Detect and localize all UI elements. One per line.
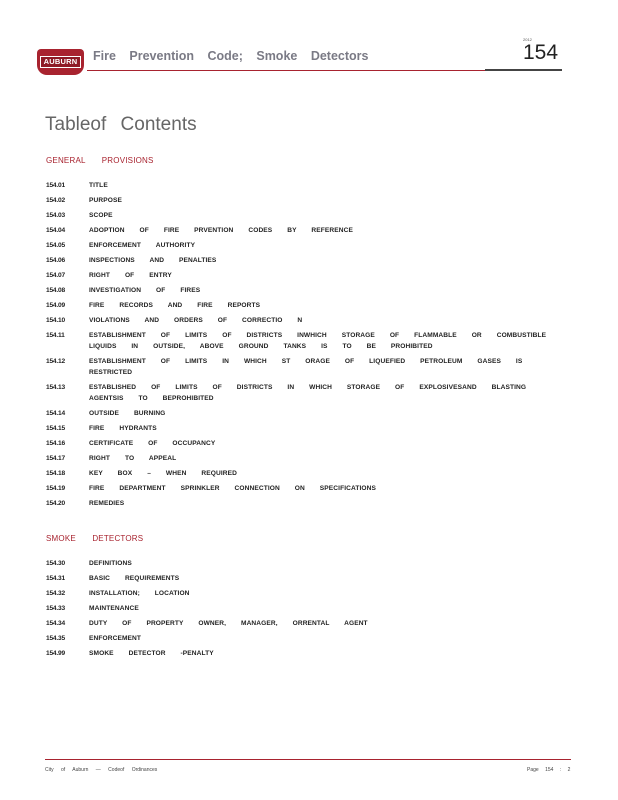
toc-entry[interactable] [46,573,566,584]
toc-entry[interactable] [46,648,566,659]
toc-entry[interactable] [46,438,566,449]
toc-list-smoke-detectors [46,558,566,663]
toc-entry[interactable] [46,408,566,419]
toc-entry-title: OUTSIDE BURNING [89,410,166,417]
toc-entry-number: 154.16 [46,440,65,447]
toc-entry-title: INVESTIGATION OF FIRES [89,287,201,294]
toc-entry-number: 154.06 [46,257,65,264]
toc-entry-title: FIRE RECORDS AND FIRE REPORTS [89,302,261,309]
toc-entry-number: 154.30 [46,560,65,567]
toc-entry-title: PURPOSE [89,197,122,204]
toc-entry-number: 154.09 [46,302,65,309]
toc-entry-number: 154.04 [46,227,65,234]
section-heading-general-provisions: GENERAL PROVISIONS [46,156,154,165]
toc-entry[interactable] [46,483,566,494]
toc-entry-number: 154.34 [46,620,65,627]
toc-entry-number: 154.02 [46,197,65,204]
toc-entry-number: 154.18 [46,470,65,477]
page-number: 154 [523,41,559,64]
toc-entry-number: 154.15 [46,425,65,432]
toc-entry-title: RIGHT OF ENTRY [89,272,172,279]
toc-entry[interactable] [46,210,566,221]
toc-entry-number: 154.08 [46,287,65,294]
toc-entry[interactable] [46,300,566,311]
toc-entry-title: INSTALLATION; LOCATION [89,590,190,597]
toc-entry-title: KEY BOX – WHEN REQUIRED [89,470,237,477]
toc-entry[interactable] [46,603,566,614]
toc-entry[interactable] [46,180,566,191]
toc-entry-title: FIRE HYDRANTS [89,425,157,432]
footer-page-ref: Page 154 : 2 [527,767,571,773]
toc-entry[interactable] [46,498,566,509]
section-heading-smoke-detectors: SMOKE DETECTORS [46,534,144,543]
toc-entry-title: BASIC REQUIREMENTS [89,575,180,582]
toc-entry[interactable] [46,285,566,296]
toc-entry[interactable] [46,588,566,599]
toc-entry-number: 154.17 [46,455,65,462]
toc-entry-number: 154.03 [46,212,65,219]
toc-entry-title: REMEDIES [89,500,125,507]
toc-entry[interactable] [46,453,566,464]
toc-entry-number: 154.01 [46,182,65,189]
toc-entry-title: SCOPE [89,212,113,219]
toc-entry-number: 154.35 [46,635,65,642]
toc-entry[interactable] [46,195,566,206]
toc-entry-number: 154.99 [46,650,65,657]
toc-entry-number: 154.33 [46,605,65,612]
toc-entry-number: 154.12 [46,358,65,365]
toc-entry-title: TITLE [89,182,108,189]
toc-entry-title: CERTIFICATE OF OCCUPANCY [89,440,216,447]
toc-entry-number: 154.11 [46,332,65,339]
auburn-logo [37,49,84,75]
toc-entry-title: ESTABLISHMENT OF LIMITS OF DISTRICTS INWHICH STORAGE OF FLAMMABLE OR COMBUSTIBLE LIQUIDS IN OUTSIDE, ABOVE GROUND TANKS IS TO BE PROHIBITED [89,332,547,350]
toc-entry-number: 154.20 [46,500,65,507]
toc-entry[interactable] [46,558,566,569]
toc-entry-number: 154.13 [46,384,65,391]
document-header-title: Fire Prevention Code; Smoke Detectors [93,49,369,63]
toc-entry-number: 154.31 [46,575,65,582]
toc-entry-title: ESTABLISHMENT OF LIMITS IN WHICH ST ORAGE OF LIQUEFIED PETROLEUM GASES IS RESTRICTED [89,358,523,376]
toc-entry-number: 154.19 [46,485,65,492]
page-label: 2012 [523,37,532,42]
toc-entry-title: FIRE DEPARTMENT SPRINKLER CONNECTION ON SPECIFICATIONS [89,485,377,492]
toc-entry-number: 154.14 [46,410,65,417]
toc-entry[interactable] [46,330,566,352]
toc-entry-title: ESTABLISHED OF LIMITS OF DISTRICTS IN WHICH STORAGE OF EXPLOSIVESAND BLASTING AGENTSIS TO BEPROHIBITED [89,384,527,402]
header-divider-accent [485,69,562,71]
toc-entry-title: RIGHT TO APPEAL [89,455,177,462]
toc-entry[interactable] [46,468,566,479]
toc-entry-title: INSPECTIONS AND PENALTIES [89,257,217,264]
toc-entry[interactable] [46,270,566,281]
toc-entry-number: 154.32 [46,590,65,597]
toc-entry-title: SMOKE DETECTOR -PENALTY [89,650,214,657]
toc-entry-title: ENFORCEMENT AUTHORITY [89,242,196,249]
toc-entry-number: 154.10 [46,317,65,324]
toc-entry[interactable] [46,382,566,404]
toc-entry[interactable] [46,225,566,236]
toc-entry[interactable] [46,315,566,326]
toc-entry[interactable] [46,618,566,629]
footer-left-text: City of Auburn — Codeof Ordinances [45,767,158,773]
toc-entry-title: ADOPTION OF FIRE PRVENTION CODES BY REFERENCE [89,227,353,234]
toc-entry-title: ENFORCEMENT [89,635,142,642]
toc-entry-number: 154.07 [46,272,65,279]
toc-entry[interactable] [46,356,566,378]
toc-list-general-provisions [46,180,566,513]
toc-entry[interactable] [46,633,566,644]
toc-entry-number: 154.05 [46,242,65,249]
toc-entry[interactable] [46,423,566,434]
toc-entry[interactable] [46,255,566,266]
toc-entry-title: DEFINITIONS [89,560,132,567]
toc-title: Tableof Contents [45,114,197,135]
footer-divider [45,759,571,760]
logo-text: AUBURN [40,56,81,68]
toc-entry-title: MAINTENANCE [89,605,139,612]
toc-entry-title: VIOLATIONS AND ORDERS OF CORRECTIO N [89,317,303,324]
toc-entry-title: DUTY OF PROPERTY OWNER, MANAGER, ORRENTAL AGENT [89,620,368,627]
toc-entry[interactable] [46,240,566,251]
